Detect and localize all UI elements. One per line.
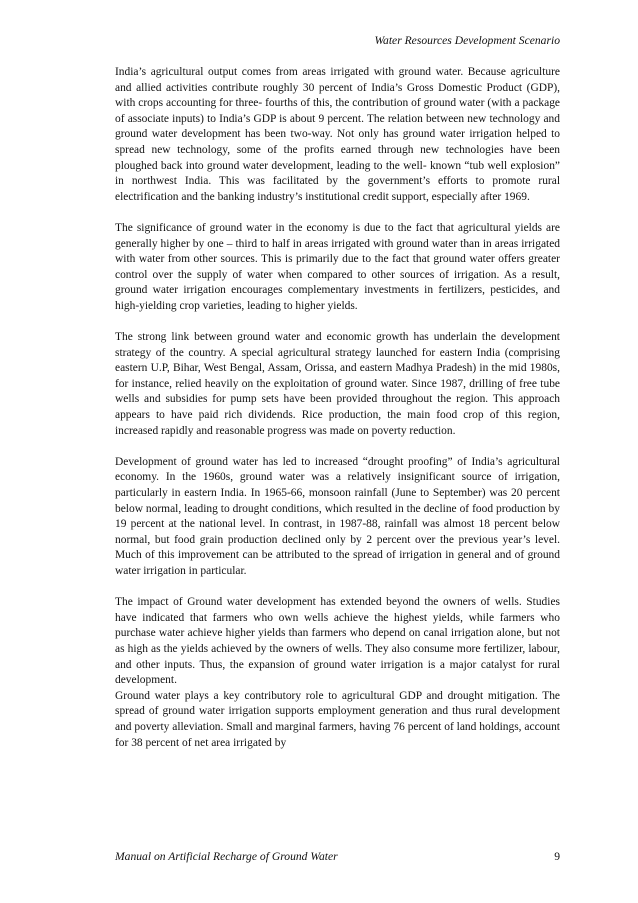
body-text [115, 65, 560, 767]
running-header: Water Resources Development Scenario [374, 34, 560, 47]
page-footer [115, 850, 560, 863]
paragraph-2: The significance of ground water in the economy is due to the fact that agricultural yields are generally higher by one – third to half in areas irrigated with ground water than in areas irrigated with water from other sources. This is primarily due to the fact that ground water offers greater control over the supply of water when compared to other sources of irrigation. As a result, ground water irrigation encourages complementary investments in fertilizers, pesticides, and high-yielding crop varieties, leading to higher yields. [115, 221, 560, 312]
paragraph-5: The impact of Ground water development has extended beyond the owners of wells. Studies have indicated that farmers who own wells achieve the highest yields, while farmers who purchase water achieve higher yields than farmers who depend on canal irrigation alone, but not as high as the yields achieved by the owners of wells. They also consume more fertilizer, labour, and other inputs. Thus, the expansion of ground water irrigation is a major catalyst for rural development. [115, 596, 560, 687]
footer-title: Manual on Artificial Recharge of Ground Water [115, 850, 338, 863]
paragraph-1: India’s agricultural output comes from areas irrigated with ground water. Because agriculture and allied activities contribute roughly 30 percent of India’s Gross Domestic Product (GDP), with crops accounting for three- fourths of this, the contribution of ground water (with a package of associate inputs) to India’s GDP is about 9 percent. The relation between new technology and ground water development has been two-way. Not only has ground water irrigation helped to spread new technology, some of the profits earned through new technologies have been ploughed back into ground water development, leading to the well- known “tub well explosion” in northwest India. This was facilitated by the government’s efforts to promote rural electrification and the banking industry’s institutional credit support, especially after 1969. [115, 66, 560, 203]
page-number: 9 [554, 850, 560, 863]
paragraph-4: Development of ground water has led to increased “drought proofing” of India’s agricultural economy. In the 1960s, ground water was a relatively insignificant source of irrigation, particularly in eastern India. In 1965-66, monsoon rainfall (June to September) was 20 percent below normal, leading to drought conditions, which resulted in the decline of food production by 19 percent at the national level. In contrast, in 1987-88, rainfall was almost 18 percent below normal, but food grain production declined only by 2 percent over the previous year’s level. Much of this improvement can be attributed to the spread of irrigation in general and of ground water irrigation in particular. [115, 455, 560, 577]
paragraph-3: The strong link between ground water and economic growth has underlain the development strategy of the country. A special agricultural strategy launched for eastern India (comprising eastern U.P, Bihar, West Bengal, Assam, Orissa, and eastern Madhya Pradesh) in the mid 1980s, for instance, relied heavily on the exploitation of ground water. Since 1987, drilling of free tube wells and subsidies for pump sets have been provided throughout the region. This approach appears to have paid rich dividends. Rice production, the main food crop of this region, increased rapidly and reasonable progress was made on poverty reduction. [115, 331, 560, 437]
paragraph-6: Ground water plays a key contributory role to agricultural GDP and drought mitigation. The spread of ground water irrigation supports employment generation and thus rural development and poverty alleviation. Small and marginal farmers, having 76 percent of land holdings, account for 38 percent of net area irrigated by [115, 689, 560, 749]
